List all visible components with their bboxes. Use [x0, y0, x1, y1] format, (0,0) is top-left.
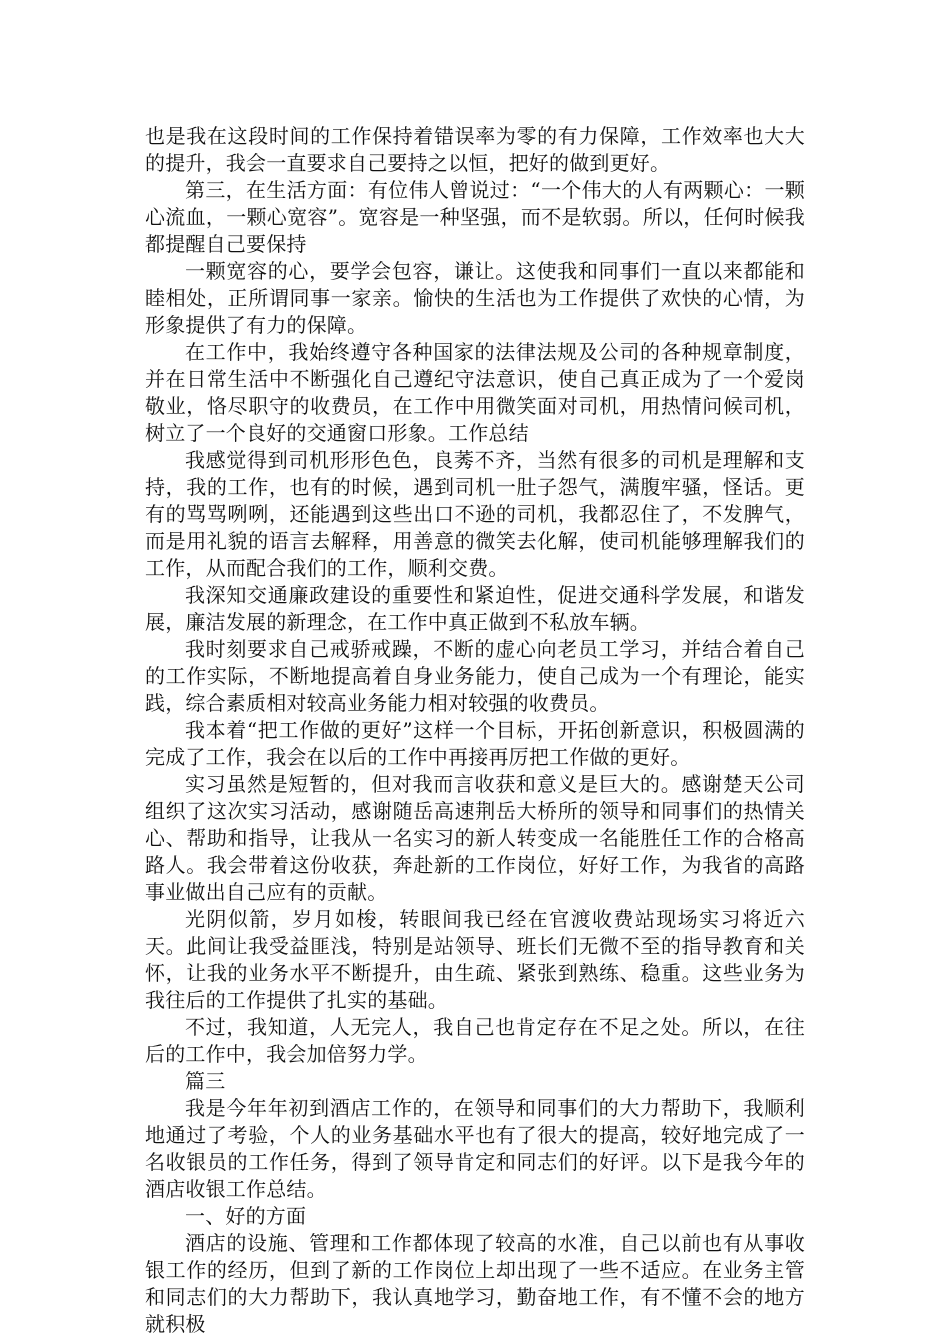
paragraph: 我深知交通廉政建设的重要性和紧迫性，促进交通科学发展，和谐发展，廉洁发展的新理念，在工作中真正做到不私放车辆。: [145, 583, 805, 634]
paragraph: 不过，我知道，人无完人，我自己也肯定存在不足之处。所以，在往后的工作中，我会加倍努力学。: [145, 1015, 805, 1066]
paragraph: 酒店的设施、管理和工作都体现了较高的水准，自己以前也有从事收银工作的经历，但到了新的工作岗位上却出现了一些不适应。在业务主管和同志们的大力帮助下，我认真地学习，勤奋地工作，有不懂不会的地方就积极: [145, 1231, 805, 1336]
subsection-heading: 一、好的方面: [185, 1204, 307, 1228]
paragraph: 我是今年年初到酒店工作的，在领导和同事们的大力帮助下，我顺利地通过了考验，个人的业务基础水平也有了很大的提高，较好地完成了一名收银员的工作任务，得到了领导肯定和同志们的好评。以下是我今年的酒店收银工作总结。: [145, 1096, 805, 1201]
section-heading: 篇三: [185, 1069, 226, 1093]
document-page: [145, 123, 805, 1338]
paragraph: 光阴似箭，岁月如梭，转眼间我已经在官渡收费站现场实习将近六天。此间让我受益匪浅，特别是站领导、班长们无微不至的指导教育和关怀，让我的业务水平不断提升，由生疏、紧张到熟练、稳重。这些业务为我往后的工作提供了扎实的基础。: [145, 907, 805, 1012]
paragraph: 一颗宽容的心，要学会包容，谦让。这使我和同事们一直以来都能和睦相处，正所谓同事一家亲。愉快的生活也为工作提供了欢快的心情，为形象提供了有力的保障。: [145, 259, 805, 337]
paragraph: 第三，在生活方面：有位伟人曾说过：“一个伟大的人有两颗心：一颗心流血，一颗心宽容”。宽容是一种坚强，而不是软弱。所以，任何时候我都提醒自己要保持: [145, 178, 805, 256]
paragraph: 实习虽然是短暂的，但对我而言收获和意义是巨大的。感谢楚天公司组织了这次实习活动，感谢随岳高速荆岳大桥所的领导和同事们的热情关心、帮助和指导，让我从一名实习的新人转变成一名能胜任工作的合格高路人。我会带着这份收获，奔赴新的工作岗位，好好工作，为我省的高路事业做出自己应有的贡献。: [145, 772, 805, 904]
paragraph: 我时刻要求自己戒骄戒躁，不断的虚心向老员工学习，并结合着自己的工作实际，不断地提高着自身业务能力，使自己成为一个有理论，能实践，综合素质相对较高业务能力相对较强的收费员。: [145, 637, 805, 715]
paragraph: 也是我在这段时间的工作保持着错误率为零的有力保障，工作效率也大大的提升，我会一直要求自己要持之以恒，把好的做到更好。: [145, 124, 805, 175]
paragraph: 我本着“把工作做的更好”这样一个目标，开拓创新意识，积极圆满的完成了工作，我会在以后的工作中再接再厉把工作做的更好。: [145, 718, 805, 769]
paragraph: 我感觉得到司机形形色色，良莠不齐，当然有很多的司机是理解和支持，我的工作，也有的时候，遇到司机一肚子怨气，满腹牢骚，怪话。更有的骂骂咧咧，还能遇到这些出口不逊的司机，我都忍住了，不发脾气，而是用礼貌的语言去解释，用善意的微笑去化解，使司机能够理解我们的工作，从而配合我们的工作，顺利交费。: [145, 448, 805, 580]
paragraph: 在工作中，我始终遵守各种国家的法律法规及公司的各种规章制度，并在日常生活中不断强化自己遵纪守法意识，使自己真正成为了一个爱岗敬业，恪尽职守的收费员，在工作中用微笑面对司机，用热情问候司机，树立了一个良好的交通窗口形象。工作总结: [145, 340, 805, 445]
